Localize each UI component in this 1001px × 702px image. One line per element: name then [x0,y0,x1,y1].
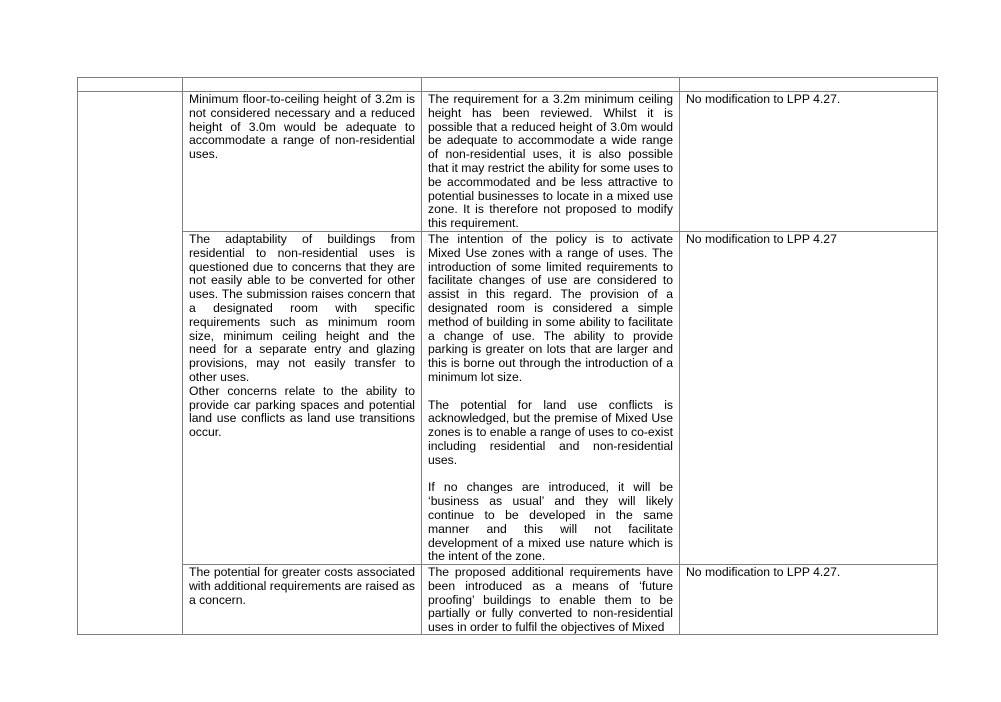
header-cell-4 [680,78,938,92]
header-cell-3 [422,78,680,92]
recommendation-text: No modification to LPP 4.27 [686,231,837,246]
response-text: The intention of the policy is to activate Mixed Use zones with a range of uses. The introduction of some limited requirements to facilitate changes of use are considered to assist in this regard. The provision of a designated room is considered a simple method of building in some ability to facilitate a change of use. The ability to provide parking is greater on lots that are larger and this is borne out through the introduction of a minimum lot size. [428,231,673,384]
recommendation-cell [680,231,938,564]
response-text: The proposed additional requirements have been introduced as a means of ‘future proofing’ buildings to enable them to be partially or fully converted to non-residential uses in order to fulfil the objectives of Mixed [428,566,673,635]
response-cell [422,565,680,635]
recommendation-cell [680,565,938,635]
recommendation-text: No modification to LPP 4.27. [686,92,841,106]
table-row [78,92,938,232]
response-text: The potential for land use conflicts is acknowledged, but the premise of Mixed Use zones is to enable a range of uses to co-exist including residential and non-residential uses. [428,397,673,467]
response-text: If no changes are introduced, it will be ‘business as usual’ and they will likely continue to be developed in the same manner and this will not facilitate development of a mixed use nature which is the intent of the zone. [428,480,673,564]
response-cell [422,231,680,564]
submission-cell [183,92,422,232]
submission-cell [183,231,422,564]
submitter-cell [78,92,183,635]
submission-text: Minimum floor-to-ceiling height of 3.2m is not considered necessary and a reduced height of 3.0m would be adequate to accommodate a range of non-residential uses. [189,92,415,162]
submission-text: The potential for greater costs associated with additional requirements are raised as a concern. [189,566,415,607]
header-cell-2 [183,78,422,92]
recommendation-cell [680,92,938,232]
response-text: The requirement for a 3.2m minimum ceiling height has been reviewed. Whilst it is possible that a reduced height of 3.0m would be adequate to accommodate a wide range of non-residential uses, it is also possible that it may restrict the ability for some uses to be accommodated and be less attractive to potential businesses to locate in a mixed use zone. It is therefore not proposed to modify this requirement. [428,92,673,231]
header-cell-1 [78,78,183,92]
table-row [78,565,938,635]
submission-text: Other concerns relate to the ability to provide car parking spaces and potential land use conflicts as land use transitions occur. [189,383,415,440]
table-header-row [78,78,938,92]
table-row [78,231,938,564]
response-cell [422,92,680,232]
submissions-table [77,77,938,635]
recommendation-text: No modification to LPP 4.27. [686,566,841,580]
submission-text: The adaptability of buildings from residential to non-residential uses is questioned due to concerns that they are not easily able to be converted for other uses. The submission raises concern that a designated room with specific requirements such as minimum room size, minimum ceiling height and the need for a separate entry and glazing provisions, may not easily transfer to other uses. [189,231,415,384]
submission-cell [183,565,422,635]
